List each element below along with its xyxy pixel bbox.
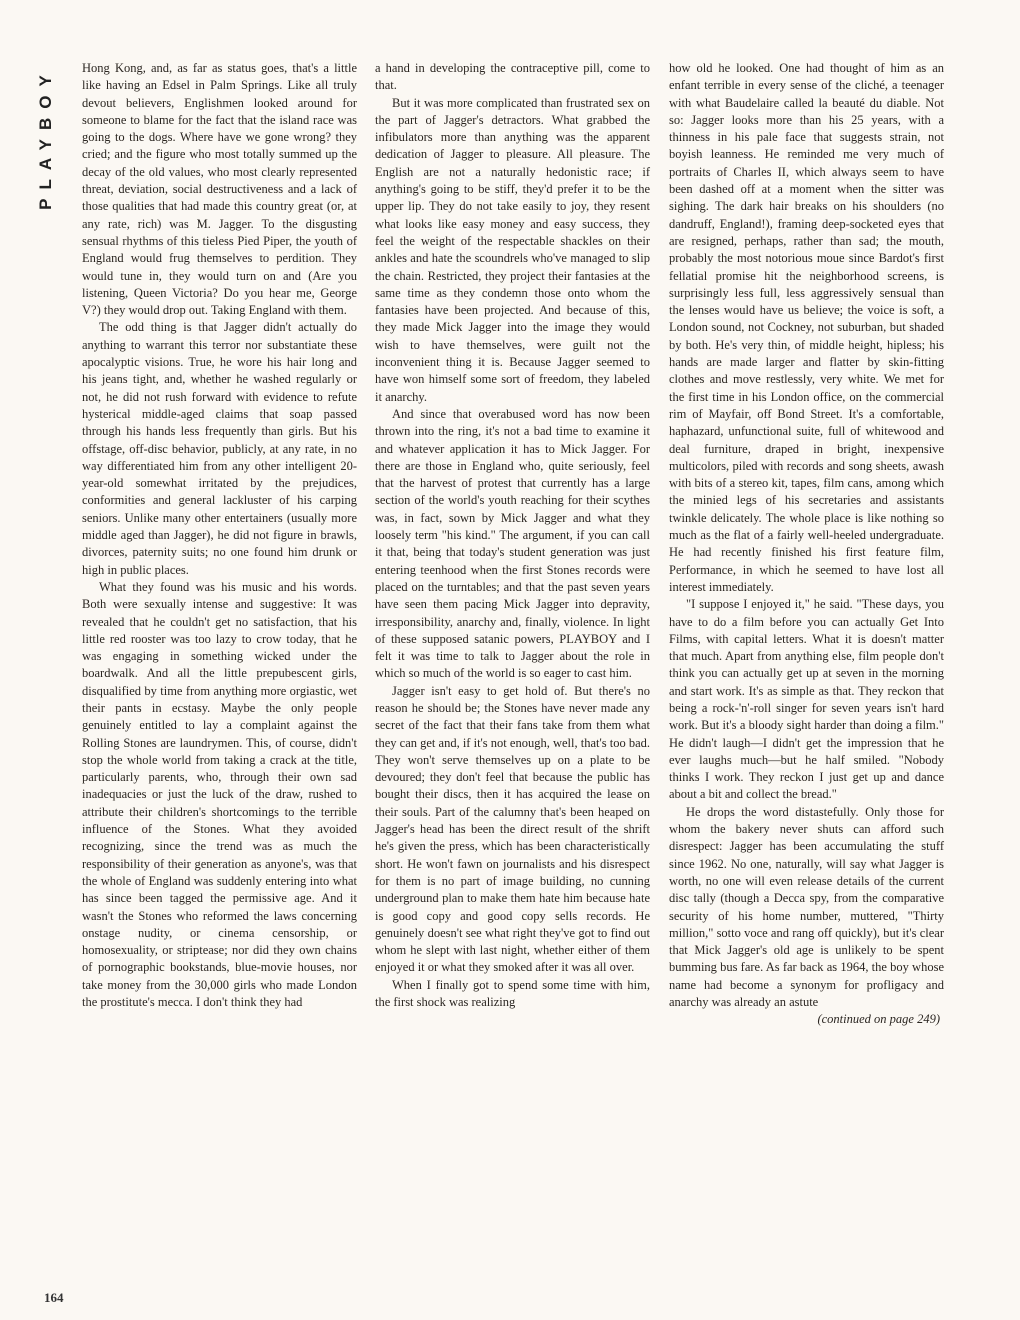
- article-paragraph: And since that overabused word has now been thrown into the ring, it's not a bad time to examine it and whatever application it has to Mick Jagger. For there are those in England who, quite seriously, feel that the harvest of protest that currently has a large section of the world's youth reaching for their scythes was, in fact, sown by Mick Jagger and what they loosely term "his kind." The argument, if you can call it that, being that today's student generation was just entering teenhood when the first Stones records were placed on the turntables; and that the past seven years have seen them pacing Mick Jagger into depravity, irresponsibility, anarchy and, finally, violence. In light of these supposed satanic powers, PLAYBOY and I felt it was time to talk to Jagger about the role in which so much of the world is so eager to cast him.: [375, 406, 650, 681]
- continuation-note: (continued on page 249): [817, 1012, 940, 1027]
- article-paragraph: When I finally got to spend some time with him, the first shock was realizing: [375, 977, 650, 1010]
- article-paragraph: What they found was his music and his words. Both were sexually intense and suggestive: It was revealed that he couldn't get no satisfaction, that his little red rooster was too lazy to crow today, that he was engaging in something wicked under the boardwalk. And all the little prepubescent girls, disqualified by time from anything more orgiastic, wet their pants in ecstasy. Maybe the only people genuinely entitled to lay a complaint against the Rolling Stones are laundrymen. This, of course, didn't stop the whole world from taking a crack at the title, particularly parents, who, through their own sad inadequacies or just the luck of the draw, rushed to attribute their children's shortcomings to the terrible influence of the Stones. What they avoided recognizing, since the trend was as much the responsibility of their generation as anyone's, was that the whole of England was suddenly entering into what has since been tagged the permissive age. And it wasn't the Stones who reformed the laws concerning onstage nudity, or cinema censorship, or homosexuality, or striptease; nor did they own chains of pornographic bookstands, blue-movie houses, nor take money from the 30,000 girls who made London the prostitute's mecca. I don't think they had: [82, 579, 357, 1010]
- article-paragraph: how old he looked. One had thought of him as an enfant terrible in every sense of the cliché, a teenager with what Baudelaire called la beauté du diable. Not so: Jagger looks more than his 25 years, with a thinness in his pale face that suggests strain, not boyish leanness. He reminded me very much of portraits of Charles II, which always seem to have been dashed off at a moment when the sitter was sighing. The dark hair breaks on his shoulders (no dandruff, England!), framing deep-socketed eyes that are resigned, perhaps, rather than sad; the mouth, probably the most notorious moue since Bardot's first fellatial promise hit the neighborhood screens, is surprisingly less full, less aggressively sensual than the lenses would have us believe; the voice is soft, a London sound, not Cockney, not suburban, but shaded by both. He's very thin, of middle height, hipless; his hands are made larger and flatter by skin-fitting clothes and move restlessly, very white. We met for the first time in his London office, on the commercial rim of Mayfair, off Bond Street. It's a comfortable, haphazard, unfunctional suite, full of whitewood and deal furniture, draped in bright, inexpensive multicolors, piled with records and song sheets, awash with bits of a stereo kit, tapes, film cans, among which the minied legs of his secretaries and assistants twinkle delicately. The whole place is like nothing so much as the flat of a fairly well-heeled undergraduate. He had recently finished his first feature film, Performance, in which he seemed to have lost all interest immediately.: [669, 61, 944, 594]
- article-paragraph: The odd thing is that Jagger didn't actually do anything to warrant this terror nor substantiate these apocalyptic visions. True, he wore his hair long and his jeans tight, and, whether he washed regularly or not, he did not rush forward with evidence to refute hysterical middle-aged claims that soap passed through his hands less frequently than girls. But his offstage, off-disc behavior, publicly, at any rate, in no way differentiated him from any other intelligent 20-year-old somewhat irritated by the prejudices, conformities and general lackluster of his carping seniors. Unlike many other entertainers (usually more middle aged than Jagger), he did not figure in brawls, divorces, paternity suits; no one found him drunk or high in public places.: [82, 320, 357, 577]
- page-number: 164: [44, 1290, 64, 1305]
- article-column-2: [375, 60, 650, 1011]
- magazine-name-vertical: [26, 58, 66, 218]
- article-paragraph: "I suppose I enjoyed it," he said. "These days, you have to do a film before you can actually Get Into Films, with capital letters. What it is doesn't matter that much. Apart from anything else, film people don't think you can actually get up at seven in the morning and start work. It's as simple as that. They reckon that being a rock-'n'-roll singer for seven years isn't hard work. But it's a bloody sight harder than doing a film." He didn't laugh—I didn't get the impression that he ever laughs much—but he half smiled. "Nobody thinks I work. They reckon I just get up and dance about a bit and collect the bread.": [669, 597, 944, 802]
- magazine-name-text: PLAYBOY: [36, 66, 55, 210]
- article-paragraph: a hand in developing the contraceptive pill, come to that.: [375, 61, 650, 93]
- article-paragraph: Hong Kong, and, as far as status goes, that's a little like having an Edsel in Palm Springs. Like all truly devout believers, Englishmen looked around for someone to blame for the fact that the island race was going to the dogs. Where have we gone wrong? they cried; and the figure who most totally summed up the decay of the old values, who most clearly represented threat, deviation, social destructiveness and a lack of those qualities that had made this country great (or, at any rate, rich) was M. Jagger. To the disgusting sensual rhythms of this tieless Pied Piper, the youth of England would frug themselves to perdition. They would tune in, they would turn on and (Are you listening, Queen Victoria? Do you hear me, George V?) they would drop out. Taking England with them.: [82, 61, 357, 318]
- article-paragraph: But it was more complicated than frustrated sex on the part of Jagger's detractors. What grabbed the infibulators more than anything was the apparent dedication of Jagger to pleasure. All pleasure. The English are not a naturally hedonistic race; if anything's going to be stiff, they'd prefer it to be the upper lip. They do not take easily to joy, they resent what looks like easy money and easy success, they feel the weight of the respectable shackles on their ankles and hate the scoundrels who've managed to slip the chain. Restricted, they project their fantasies at the same time as they condemn those onto whom the fantasies have been projected. And because of this, they made Mick Jagger into the image they would wish to have themselves, were guilt not the inconvenient thing it is. Because Jagger seemed to have won himself some sort of freedom, they labeled it anarchy.: [375, 95, 650, 404]
- article-paragraph: He drops the word distastefully. Only those for whom the bakery never shuts can afford such disrespect: Jagger has been accumulating the stuff since 1962. No one, naturally, will say what Jagger is worth, no one will even release details of the current disc tally (though a Decca spy, from the comparative security of his home number, muttered, "Thirty million," sotto voce and rang off quickly), but it's clear that Mick Jagger's old age is unlikely to be spent bumming bus fare. As far back as 1964, the boy whose name had become a synonym for profligacy and anarchy was already an astute: [669, 804, 944, 1010]
- article-column-3: [669, 60, 944, 1029]
- article-paragraph: Jagger isn't easy to get hold of. But there's no reason he should be; the Stones have never made any secret of the fact that their fans take from them what they can get and, if it's not enough, well, that's too bad. They won't serve themselves up on a plate to be devoured; they don't feel that because the public has bought their discs, then it has acquired the lease on their souls. Part of the calumny that's been heaped on Jagger's head has been the direct result of the shrift he's given the press, which has been characteristically short. He won't fawn on journalists and his disrespect for them is no part of image building, no cunning underground plan to make them hate him because hate is good copy and good copy sells records. He genuinely doesn't see what right they've got to find out whom he slept with last night, whether either of them enjoyed it or what they smoked after it was all over.: [375, 683, 650, 975]
- article-column-1: [82, 60, 357, 1011]
